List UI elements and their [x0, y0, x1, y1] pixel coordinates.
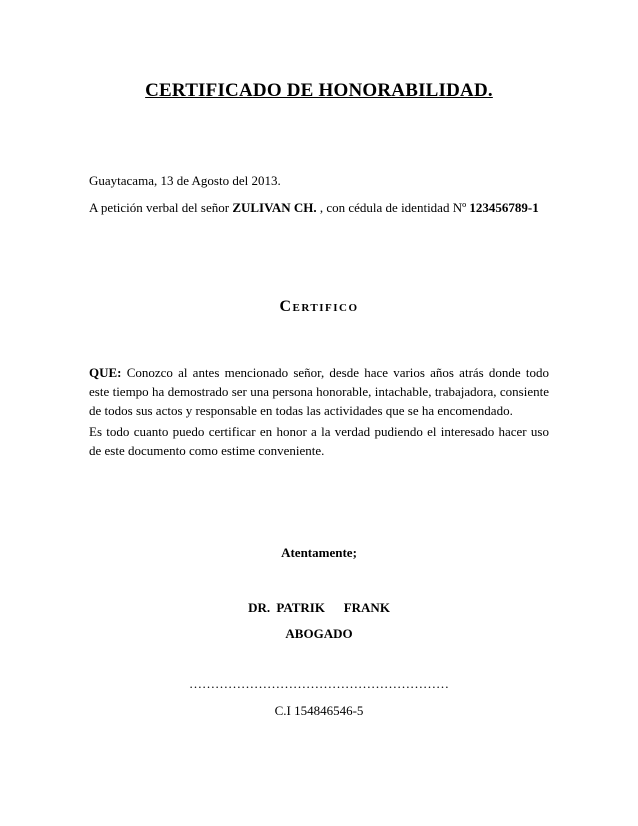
signer-id: C.I 154846546-5	[274, 703, 364, 718]
petition-line	[89, 200, 539, 216]
date-line: Guaytacama, 13 de Agosto del 2013.	[89, 173, 281, 188]
signer-name: DR. PATRIK FRANK	[248, 600, 390, 615]
certifico-heading: Certifico	[279, 298, 359, 315]
paragraph-que-text: Conozco al antes mencionado señor, desde hace varios años atrás donde todo este tiempo ha demostrado ser una persona honorable, intachable, trabajadora, consiente de todos sus actos y responsable en todas las actividades que se ha encomendado.	[89, 365, 549, 418]
paragraph-que	[89, 363, 549, 420]
closing-salutation: Atentamente;	[281, 545, 357, 560]
id-number: 123456789-1	[469, 200, 539, 215]
petition-middle: , con cédula de identidad Nº	[316, 200, 470, 215]
paragraph-closing-statement: Es todo cuanto puedo certificar en honor a la verdad pudiendo el interesado hacer uso de este documento como estime conveniente.	[89, 424, 549, 458]
signature-line: ……………………………………………………	[189, 676, 449, 691]
paragraph-lead: QUE:	[89, 365, 122, 380]
petition-prefix: A petición verbal del señor	[89, 200, 233, 215]
petitioner-name: ZULIVAN CH.	[232, 200, 317, 215]
signer-role: ABOGADO	[285, 626, 353, 641]
document-title: CERTIFICADO DE HONORABILIDAD.	[145, 80, 493, 101]
